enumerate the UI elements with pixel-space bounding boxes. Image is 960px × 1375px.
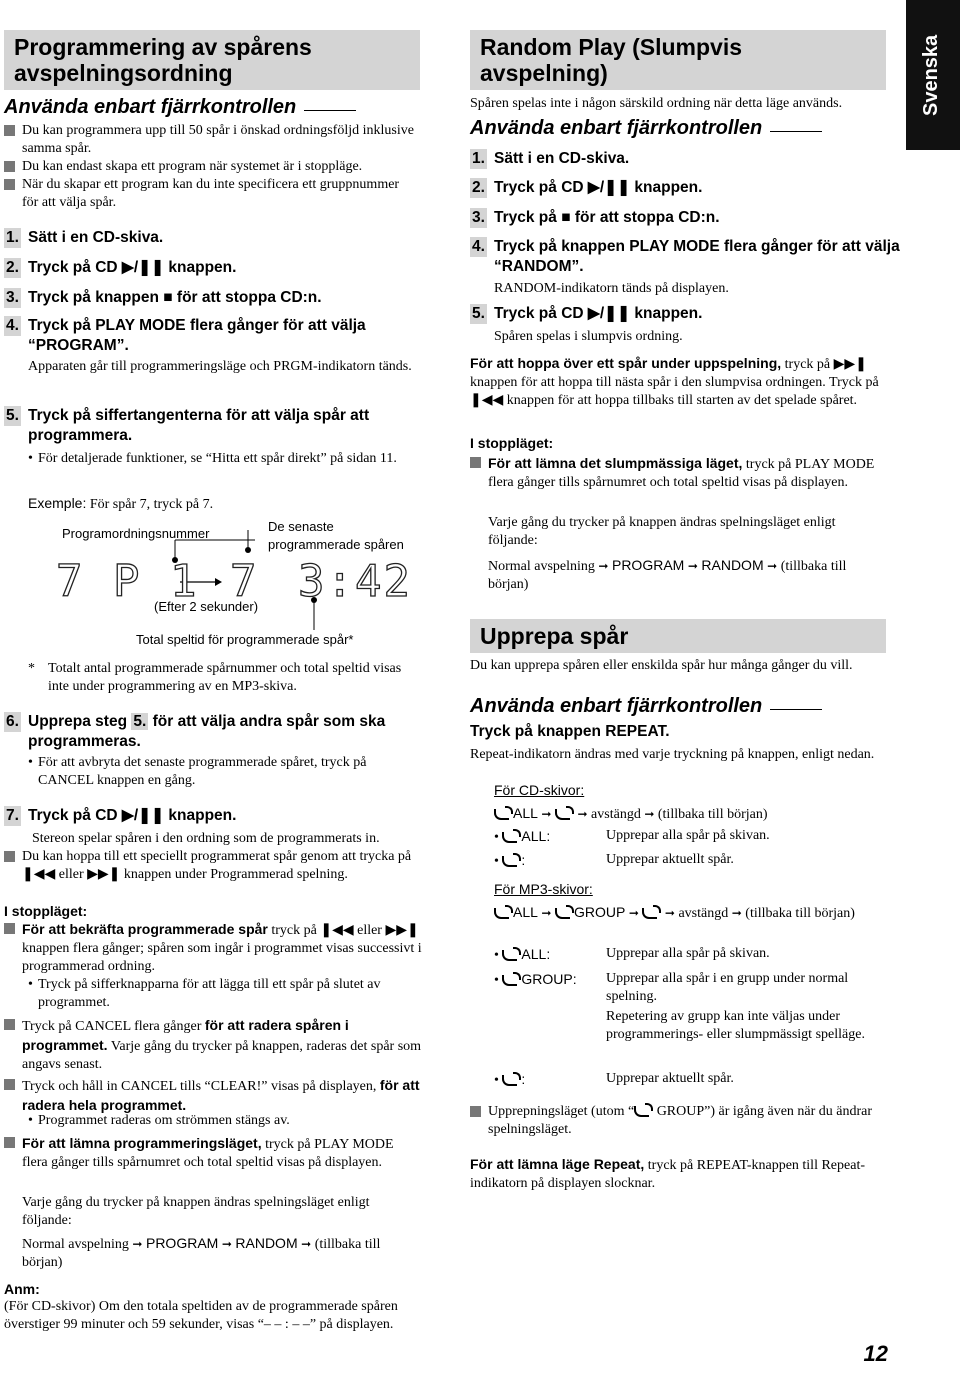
repeat-group-icon [555,908,570,919]
page-number: 12 [863,1341,888,1366]
repeat-intro: Du kan upprepa spåren eller enskilda spår hur många gånger du vill. [470,658,853,673]
bullet-skip-program: Du kan hoppa till ett speciellt programmerat spår genom att trycka på ❚◀◀ eller ▶▶❚ knappen under Programmerad spelning. [4,848,414,884]
left-step-7-desc: Stereon spelar spåren i den ordning som de programmerats in. [32,831,380,846]
right-step-1: 1. Sätt i en CD-skiva. [472,150,630,167]
right-step-4-desc: RANDOM-indikatorn tänds på displayen. [494,281,729,296]
repeat-one-icon [642,908,657,919]
mp3-all-row: • ALL: [494,946,551,963]
left-step-6-dot: • För att avbryta det senaste programmerade spåret, tryck på CANCEL knappen en gång. [28,754,418,790]
repeat-all-icon [494,809,509,820]
exit-repeat: För att lämna läge Repeat, tryck på REPEAT-knappen till Repeat-indikatorn på displayen slocknar. [470,1156,865,1191]
left-step-5-dot: • För detaljerade funktioner, se “Hitta ett spår direkt” på sidan 11. [28,450,426,468]
footnote: Totalt antal programmerade spårnummer och total speltid visas inte under programmering av en MP3-skiva. [48,661,402,694]
diag-recent-label-1: De senaste [268,519,334,534]
bullet-max-tracks: Du kan programmera upp till 50 spår i önskad ordningsföljd inklusive samma spår. [4,122,418,158]
exit-random-sequence: Normal avspelning ➞ PROGRAM ➞ RANDOM ➞ (tillbaka till början) [488,557,847,592]
bullet-group-number: När du skapar ett program kan du inte specificera ett gruppnummer för att välja spår. [4,176,418,212]
right-subhead-2: Använda enbart fjärrkontrollen [470,695,822,718]
diag-lcd-middle: 7 [230,556,259,607]
cd-sequence: ALL ➞ ➞ avstängd ➞ (tillbaka till början) [494,804,884,824]
program-section-title: Programmering av spårens avspelningsordning [4,30,420,90]
repeat-desc: Repeat-indikatorn ändras med varje tryckning på knappen, enligt nedan. [470,747,875,762]
exit-program-p2: Varje gång du trycker på knappen ändras spelningsläget enligt följande: [22,1195,370,1228]
repeat-all-icon [494,908,509,919]
repeat-group-icon [502,975,517,986]
confirm-dot: • Tryck på sifferknapparna för att lägga till ett spår på slutet av programmet. [28,976,428,1012]
note-text: (För CD-skivor) Om den totala speltiden av de programmerade spåren överstiger 99 minuter och 59 sekunder, visas “– – : – –” på displayen. [4,1299,398,1332]
diag-lcd-right: 3:42 [298,556,412,607]
repeat-section-title: Upprepa spår [470,619,886,653]
bullet-exit-program: För att lämna programmeringsläget, tryck på PLAY MODE flera gånger tills spårnumret och total speltid visas på displayen. [4,1134,422,1172]
diag-after-label: (Efter 2 sekunder) [154,599,259,614]
mp3-all-desc: Upprepar alla spår på skivan. [606,946,770,961]
repeat-one-icon [502,1075,517,1086]
left-step-2: 2. Tryck på CD ▶/❚❚ knappen. [6,259,237,276]
press-repeat: Tryck på knappen REPEAT. [470,723,670,740]
right-step-3: 3. Tryck på ■ för att stoppa CD:n. [472,209,720,226]
bullet-exit-random: För att lämna det slumpmässiga läget, tryck på PLAY MODE flera gånger tills spårnumret och total speltid visas på displayen. [470,454,888,492]
left-step-6: 6. Upprepa steg 5. för att välja andra spår som ska programmeras. [6,713,386,750]
left-step-4: 4. Tryck på PLAY MODE flera gånger för att välja “PROGRAM”. [6,317,366,354]
mp3-group-desc-2: Repetering av grupp kan inte väljas under programmerings- eller slumpmässigt spelläge. [606,1009,865,1042]
mp3-group-desc: Upprepar alla spår i en grupp under normal spelning. [606,971,849,1004]
diag-recent-label-2: programmerade spåren [268,537,404,552]
right-step-4: 4. Tryck på knappen PLAY MODE flera gånger för att välja “RANDOM”. [472,238,900,275]
right-subhead: Använda enbart fjärrkontrollen [470,117,822,140]
left-step-1: 1. Sätt i en CD-skiva. [6,229,164,246]
bullet-cancel: Tryck på CANCEL flera gånger för att radera spåren i programmet. Varje gång du trycker på knappen, raderas det spår som angavs senast. [4,1016,422,1074]
mp3-one-desc: Upprepar aktuellt spår. [606,1071,734,1086]
diag-program-number-label: Programordningsnummer [62,526,210,541]
random-intro: Spåren spelas inte i någon särskild ordning när detta läge används. [470,96,843,111]
repeat-all-icon [502,950,517,961]
left-step-5: 5. Tryck på siffertangenterna för att välja spår att programmera. [6,407,370,444]
exit-random-p2: Varje gång du trycker på knappen ändras spelningsläget enligt följande: [488,515,836,548]
diag-lcd-left: 7 P 1 [56,556,199,607]
cd-all-row: • ALL: [494,828,551,845]
exit-program-sequence: Normal avspelning ➞ PROGRAM ➞ RANDOM ➞ (tillbaka till början) [22,1235,381,1270]
left-subhead: Använda enbart fjärrkontrollen [4,96,356,119]
random-section-title: Random Play (Slumpvis avspelning) [470,30,886,90]
bullet-repeat-note: Upprepningsläget (utom “ GROUP”) är igång även när du ändrar spelningsläget. [470,1103,888,1139]
cd-head: För CD-skivor: [494,782,585,798]
repeat-one-icon [502,856,517,867]
language-tab: Svenska [906,0,960,150]
footnote-mark: * [28,661,35,676]
right-step-5: 5. Tryck på CD ▶/❚❚ knappen. [472,305,703,322]
repeat-group-icon [634,1106,649,1117]
left-step-3: 3. Tryck på knappen ■ för att stoppa CD:n. [6,289,322,306]
bullet-hold-cancel: Tryck och håll in CANCEL tills “CLEAR!” visas på displayen, för att radera hela programmet. [4,1076,422,1116]
cd-all-desc: Upprepar alla spår på skivan. [606,828,770,843]
right-step-5-desc: Spåren spelas i slumpvis ordning. [494,329,683,344]
mp3-sequence: ALL ➞ GROUP ➞ ➞ avstängd ➞ (tillbaka till början) [494,903,884,923]
right-step-2: 2. Tryck på CD ▶/❚❚ knappen. [472,179,703,196]
cd-one-row: • : [494,852,526,869]
bullet-stop-mode: Du kan endast skapa ett program när systemet är i stoppläge. [4,158,418,176]
diag-total-label: Total speltid för programmerade spår* [136,632,354,647]
hold-dot: • Programmet raderas om strömmen stängs av. [28,1112,428,1130]
mp3-head: För MP3-skivor: [494,881,593,897]
repeat-all-icon [502,832,517,843]
repeat-one-icon [555,809,570,820]
left-step-7: 7. Tryck på CD ▶/❚❚ knappen. [6,807,237,824]
cd-one-desc: Upprepar aktuellt spår. [606,852,734,867]
note-head: Anm: [4,1281,40,1297]
skip-paragraph: För att hoppa över ett spår under uppspelning, tryck på ▶▶❚ knappen för att hoppa till nästa spår i den slumpvisa ordningen. Tryck på ❚◀◀ knappen för att hoppa tillbaks till starten av det spelade spåret. [470,355,879,408]
mp3-one-row: • : [494,1071,526,1088]
example-line: Exemple: För spår 7, tryck på 7. [28,495,214,512]
right-stop-head: I stoppläget: [470,435,554,451]
left-stop-head: I stoppläget: [4,903,88,919]
mp3-group-row: • GROUP: [494,971,577,988]
bullet-confirm: För att bekräfta programmerade spår tryck på ❚◀◀ eller ▶▶❚ knappen flera gånger; spåren som ingår i programmet visas successivt i programmerad ordning. [4,920,422,976]
left-step-4-desc: Apparaten går till programmeringsläge och PRGM-indikatorn tänds. [28,359,412,374]
